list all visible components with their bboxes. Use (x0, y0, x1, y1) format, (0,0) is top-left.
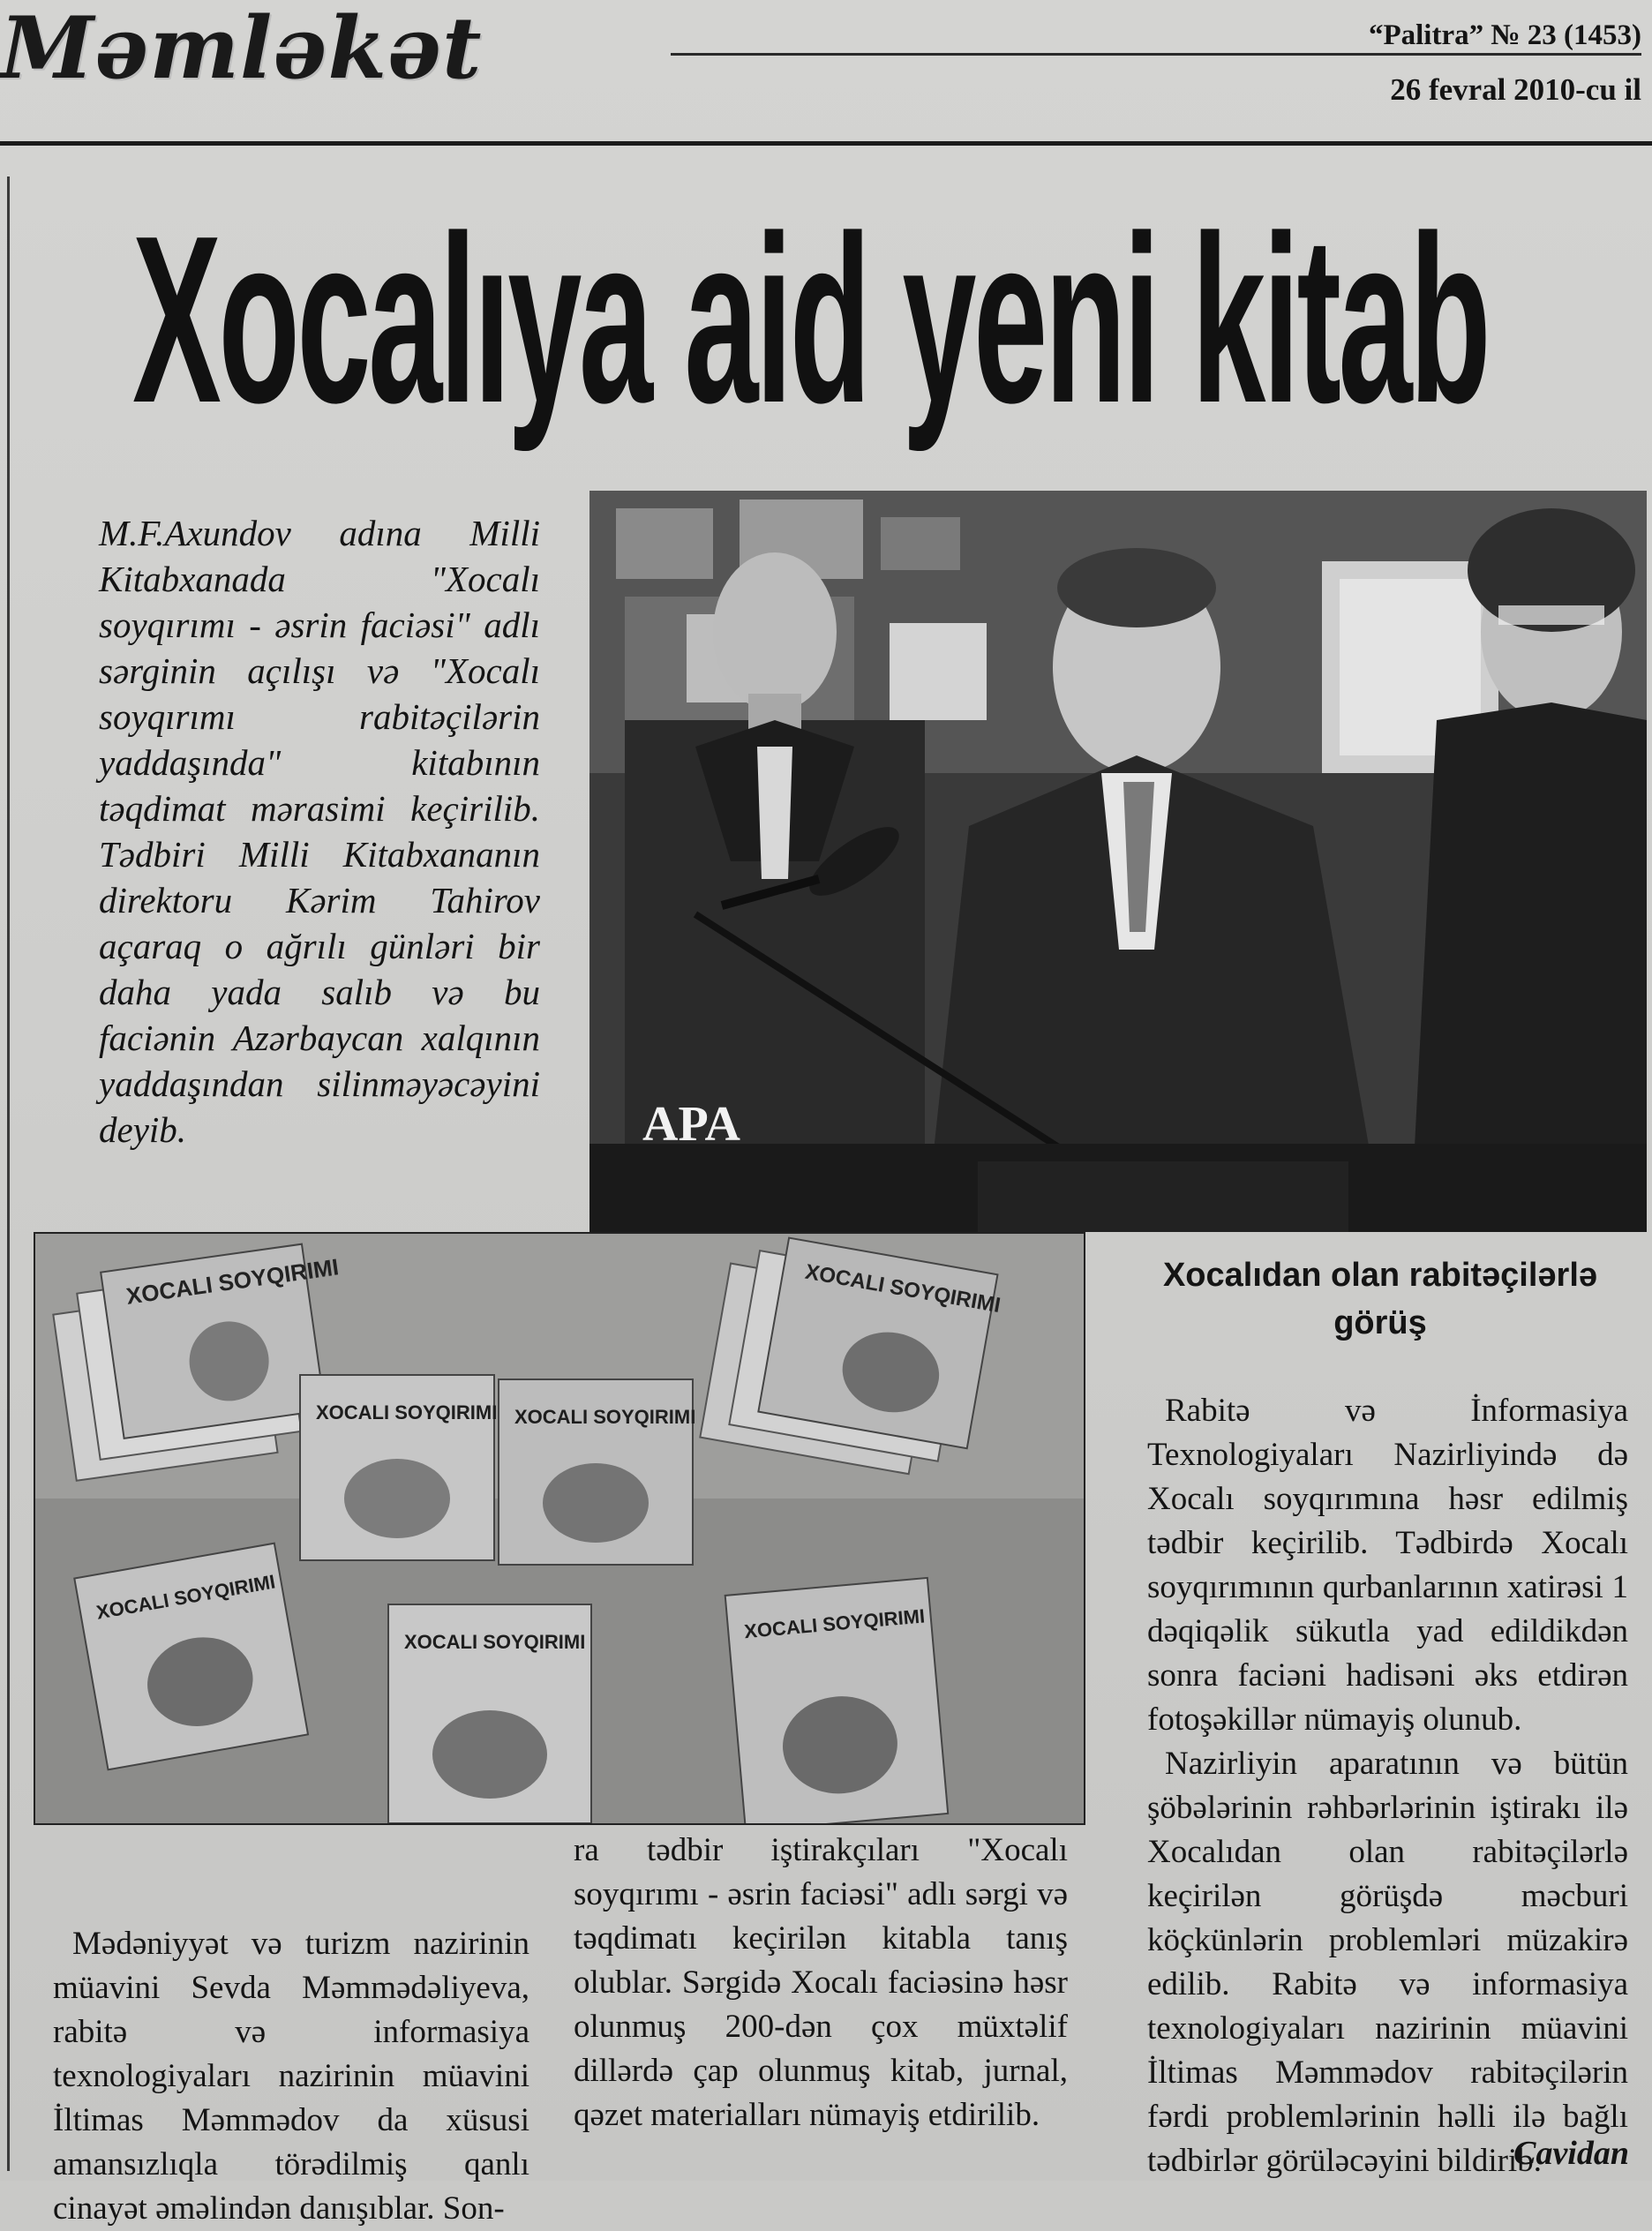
issue-number: “Palitra” № 23 (1453) (1368, 19, 1641, 51)
book-cover-title-2: XOCALI SOYQIRIMI (316, 1401, 498, 1423)
article-headline: Xocalıya aid yeni kitab (132, 187, 1489, 453)
event-photo-drawing (589, 491, 1647, 1232)
books-photo (34, 1232, 1085, 1825)
issue-date: 26 fevral 2010-cu il (1390, 72, 1641, 107)
sidebar-headline: Xocalıdan olan rabitəçilərlə görüş (1162, 1257, 1598, 1341)
article-body-column-2: ra tədbir iştirakçıları "Xocalı soyqırımı - əsrin faciəsi" adlı sərgi və təqdimatı keçirilən kitabla tanış olublar. Sərgidə Xocalı faciəsinə həsr olunmuş 200-dən çox müxtəlif dillərdə çap olunmuş kitab, jurnal, qəzet materialları nümayiş etdirilib. (574, 1832, 1068, 2133)
sidebar-body (1147, 1389, 1628, 2183)
book-cover-title-3: XOCALI SOYQIRIMI (514, 1406, 696, 1428)
book-cover-title-7: XOCALI SOYQIRIMI (743, 1604, 927, 1643)
book-cover-title-5: XOCALI SOYQIRIMI (94, 1570, 277, 1624)
article-body-column-1: Mədəniyyət və turizm nazirinin müavini Sevda Məmmədəliyeva, rabitə və informasiya texnologiyaları nazirinin müavini İltimas Məmmədov da xüsusi amansızlıqla törədilmiş qanlı cinayət əməlindən danışıblar. Son- (53, 1926, 529, 2227)
sidebar-paragraph: Rabitə və İnformasiya Texnologiyaları Nazirliyində də Xocalı soyqırımına həsr edilmiş tədbir keçirilib. Tədbirdə Xocalı soyqırımının qurbanlarının xatirəsi 1 dəqiqəlik sükutla yad edildikdən sonra faciəni hadisəni əks etdirən fotoşəkillər nümayiş olunub. (1147, 1393, 1628, 1738)
sidebar-paragraph: Nazirliyin aparatının və bütün şöbələrinin rəhbərlərinin iştirakı ilə Xocalıdan olan rabitəçilərlə keçirilən görüşdə məcburi köçkünlərin problemləri müzakirə edilib. Rabitə və informasiya texnologiyaları nazirinin müavini İltimas Məmmədov rabitəçilərin fərdi problemlərinin həlli ilə bağlı tədbirlər görüləcəyini bildirib. (1147, 1746, 1628, 2179)
photo-credit: APA (642, 1097, 740, 1152)
header-divider (0, 141, 1652, 146)
masthead-rule (671, 53, 1641, 56)
book-cover-title-4: XOCALI SOYQIRIMI (803, 1259, 1002, 1318)
article-lead: M.F.Axundov adına Milli Kitabxanada "Xocalı soyqırımı - əsrin faciəsi" adlı sərginin açılışı və "Xocalı soyqırımı rabitəçilərin yaddaşında" kitabının təqdimat mərasimi keçirilib. Tədbiri Milli Kitabxananın direktoru Kərim Tahirov açaraq o ağrılı günləri bir daha yada salıb və bu faciənin Azərbaycan xalqının yaddaşından silinməyəcəyini deyib. (99, 513, 540, 1150)
books-photo-drawing (35, 1234, 1084, 1823)
masthead-logo: Məmləkət (0, 0, 483, 98)
event-photo (589, 491, 1647, 1232)
left-border (7, 177, 10, 2171)
book-cover-title-1: XOCALI SOYQIRIMI (124, 1253, 341, 1310)
book-cover-title-6: XOCALI SOYQIRIMI (404, 1631, 586, 1653)
byline: Cavidan (1513, 2135, 1629, 2172)
